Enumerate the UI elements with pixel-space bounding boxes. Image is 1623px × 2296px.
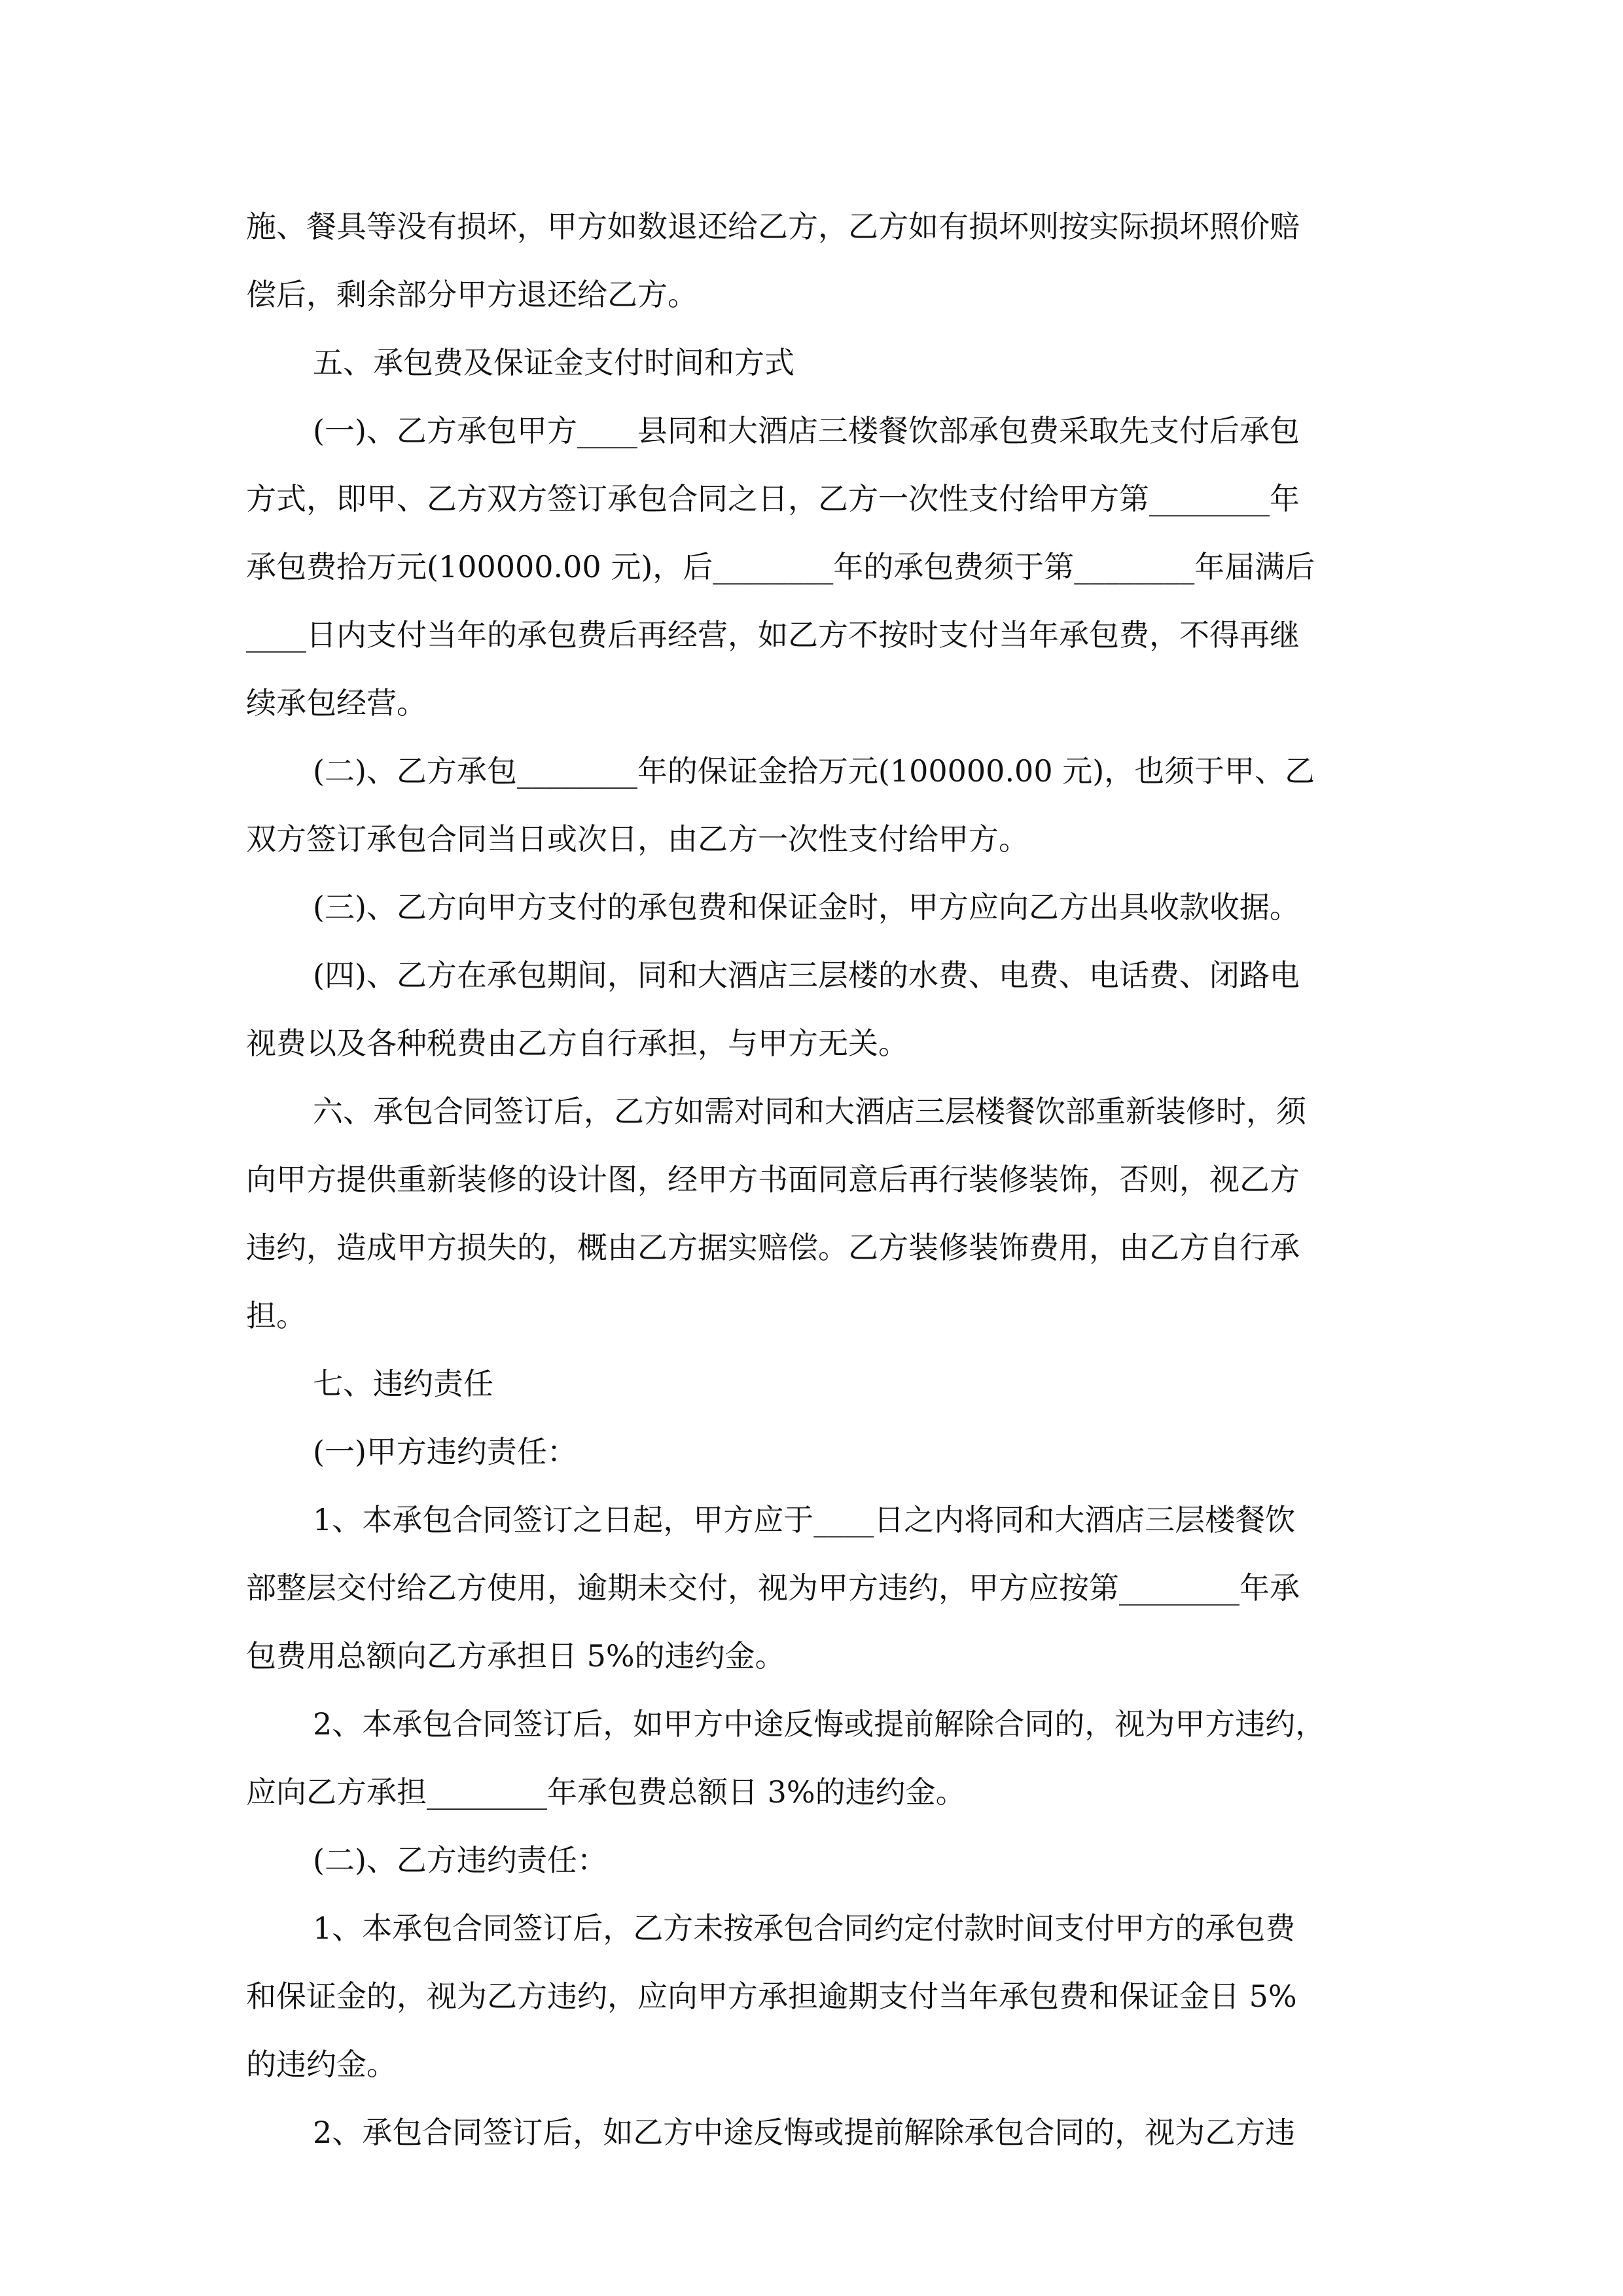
- text-line: 的违约金。: [246, 2047, 397, 2082]
- section-heading: 五、承包费及保证金支付时间和方式: [313, 345, 794, 380]
- text-line: 违约，造成甲方损失的，概由乙方据实赔偿。乙方装修装饰费用，由乙方自行承: [246, 1230, 1300, 1265]
- text-line: 1、本承包合同签订之日起，甲方应于____日之内将同和大酒店三层楼餐饮: [313, 1502, 1296, 1537]
- subsection-heading: (二)、乙方违约责任：: [313, 1842, 607, 1878]
- text-line: 担。: [246, 1298, 306, 1333]
- text-line: (四)、乙方在承包期间，同和大酒店三层楼的水费、电费、电话费、闭路电: [313, 958, 1300, 993]
- text-line: 六、承包合同签订后，乙方如需对同和大酒店三层楼餐饮部重新装修时，须: [313, 1094, 1306, 1129]
- text-line: 1、本承包合同签订后，乙方未按承包合同约定付款时间支付甲方的承包费: [313, 1910, 1296, 1946]
- text-line: (三)、乙方向甲方支付的承包费和保证金时，甲方应向乙方出具收款收据。: [313, 889, 1300, 925]
- text-line: 续承包经营。: [246, 685, 427, 721]
- text-line: 承包费拾万元(100000.00 元)，后________年的承包费须于第________年届满后: [246, 549, 1315, 584]
- text-line: ____日内支付当年的承包费后再经营，如乙方不按时支付当年承包费，不得再继: [246, 617, 1300, 653]
- section-heading: 七、违约责任: [313, 1366, 493, 1401]
- text-line: 包费用总额向乙方承担日 5%的违约金。: [246, 1638, 785, 1674]
- subsection-heading: (一)甲方违约责任：: [313, 1434, 577, 1469]
- text-line: 2、本承包合同签订后，如甲方中途反悔或提前解除合同的，视为甲方违约，: [313, 1706, 1326, 1742]
- text-line: 偿后，剩余部分甲方退还给乙方。: [246, 277, 698, 312]
- text-line: 方式，即甲、乙方双方签订承包合同之日，乙方一次性支付给甲方第________年: [246, 481, 1300, 516]
- text-line: 部整层交付给乙方使用，逾期未交付，视为甲方违约，甲方应按第________年承: [246, 1570, 1300, 1605]
- text-line: 施、餐具等没有损坏，甲方如数退还给乙方，乙方如有损坏则按实际损坏照价赔: [246, 209, 1300, 244]
- text-line: 视费以及各种税费由乙方自行承担，与甲方无关。: [246, 1026, 908, 1061]
- text-line: (二)、乙方承包________年的保证金拾万元(100000.00 元)，也须于甲、乙: [313, 753, 1315, 789]
- text-line: (一)、乙方承包甲方____县同和大酒店三楼餐饮部承包费采取先支付后承包: [313, 413, 1300, 448]
- text-line: 向甲方提供重新装修的设计图，经甲方书面同意后再行装修装饰，否则，视乙方: [246, 1162, 1300, 1197]
- text-line: 和保证金的，视为乙方违约，应向甲方承担逾期支付当年承包费和保证金日 5%: [246, 1979, 1297, 2014]
- text-line: 双方签订承包合同当日或次日，由乙方一次性支付给甲方。: [246, 821, 1029, 857]
- text-line: 2、承包合同签订后，如乙方中途反悔或提前解除承包合同的，视为乙方违: [313, 2115, 1296, 2150]
- text-line: 应向乙方承担________年承包费总额日 3%的违约金。: [246, 1774, 966, 1810]
